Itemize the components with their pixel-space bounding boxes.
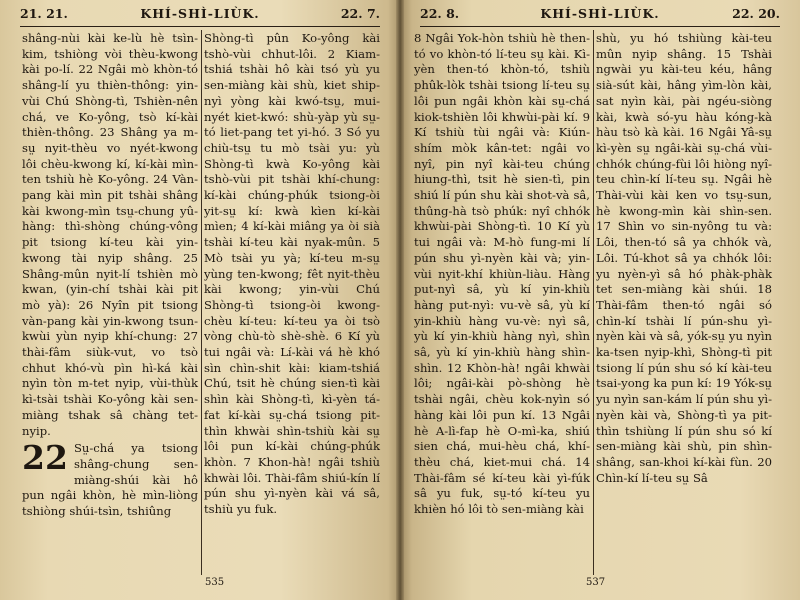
- chapter-start-paragraph: [22, 438, 198, 520]
- column-divider: [201, 30, 202, 575]
- header-rule: [20, 26, 380, 27]
- right-page-column-1: [414, 31, 590, 518]
- right-page: [400, 0, 800, 600]
- header-verse-ref-end: 22. 7.: [340, 6, 380, 21]
- column-text: 8 Ngâi Yok-hòn tshiù hè then-tó vo khòn-tó lí-teu sṳ kài. Kì-yèn then-tó khòn-tó, tshiù phûk-lòk tshài tsiong lí-teu sṳ lôi pun ngâi khòn kài sṳ-chá kiok-tshièn lôi khwùi-pài kí. 9 Kí tshiù tùi ngâi và: Kiún-shím mòk kân-tet: ngâi vo nyî, pin nyî kài-teu chúng hiung-thì, tsit hè sien-tì, pin shiú lí pún shu kài shot-và sâ, thûng-hà tsò phúk: nyî chhók khwùi-pài Shòng-tì. 10 Kí yù tui ngâi và: M-hò fung-mi lí pún shu yì-nyèn kài và; yin-vùi nyit-khí khiùn-liàu. Hàng put-nyì sâ, yù kí yin-khiù hàng put-nyì: vu-vè sâ, yù kí yin-khiù hàng vu-vè: nyì sâ, yù kí yin-khiù hàng nyì, shìn sâ, yù kí yin-khiù hàng shìn-shìn. 12 Khòn-hà! ngâi khwài lôi; ngâi-kài pò-shòng hè tshài ngâi, chèu kok-nyìn só hàng kài lôi pun kí. 13 Ngâi hè A-lì-fap hè O-mì-ka, shiú sien chá, mui-hèu chá, khí-thèu chá, kiet-mui chá. 14 Thài-fâm sé kí-teu kài yì-fúk sâ yu fuk, sṳ-tó kí-teu yu khièn hó lôi tò sen-miàng kài: [414, 31, 590, 517]
- left-page-column-1: [22, 31, 198, 520]
- column-text: shù, yu hó tshiùng kài-teu mûn nyip shâng. 15 Tshài ngwài yu kài-teu kéu, hâng sià-sút kài, hâng yìm-lòn kài, sat nyìn kài, pài ngéu-siòng kài, kwà só-yu hàu kóng-kà hàu tsò kà kài. 16 Ngâi Yâ-sṳ kì-yèn sṳ ngâi-kài sṳ-chá vùi-chhók chúng-fùi lôi hiòng nyî-teu chìn-kí lí-teu sṳ. Ngâi hè Thài-vùi kài ken vo tsṳ-sun, hè kwong-mìn kài shìn-sen. 17 Shìn vo sin-nyông tu và: Lôi, then-tó sâ ya chhók và, Lôi. Tú-khot sâ ya chhók lôi: yu nyèn-yì sâ hó phàk-phàk tet sen-miàng kài shúi. 18 Thài-fâm then-tó ngâi só chìn-kí tshài lí pún-shu yì-nyèn kài và sâ, yók-sṳ yu nyìn ka-tsen nyip-khì, Shòng-tì pit tsiong lí pún shu só kí kài-teu tsai-yong ka pun kí: 19 Yók-sṳ yu nyìn san-kám lí pún shu yì-nyèn kài và, Shòng-tì ya pit-thìn tshiùng lí pún shu só kí sen-miàng kài shù, pin shìn-shâng, san-khoi kí-kài fùn. 20 Chìn-kí lí-teu sṳ Sâ: [596, 31, 772, 485]
- column-divider: [593, 30, 594, 575]
- right-page-column-2: [596, 31, 772, 486]
- book-gutter: [396, 0, 404, 600]
- header-book-title: KHÍ-SHÌ-LIÙK.: [140, 6, 260, 21]
- header-verse-ref-end: 22. 20.: [732, 6, 780, 21]
- column-text: shâng-nùi kài ke-lù hè tsìn-kim, tshiòng vòi thèu-kwong kài po-lí. 22 Ngâi mò khòn-tó shâng-lí yu thièn-thông: yin-vùi Chú Shòng-tì, Tshièn-nên chá, ve Ko-yông, tsò kí-kài thièn-thông. 23 Shâng ya m-sṳ nyit-thèu vo nyét-kwong lôi chèu-kwong kí, kí-kài mìn-ten tshiù hè Ko-yông. 24 Vàn-pang kài mìn pit tshài shâng kài kwong-mìn tsṳ-chung yû-hàng: thì-shòng chúng-vông pit tsiong kí-teu kài yin-kwong tài nyip shâng. 25 Shâng-mûn nyit-lí tshièn mò kwan, (yin-chí tshài kài pit mò yà): 26 Nyîn pit tsiong vàn-pang kài yin-kwong tsun-kwùi yùn nyip khí-chung: 27 thài-fâm siùk-vut, vo tsò chhut khó-vù pìn hì-ká kài nyìn tòn m-tet nyip, vùi-thùk kì-tsài tshài Ko-yông kài sen-miàng tshak sâ chàng tet-nyip.: [22, 31, 198, 438]
- left-page-column-2: [204, 31, 380, 518]
- header-rule: [420, 26, 780, 27]
- running-head-right: [420, 6, 780, 26]
- header-book-title: KHÍ-SHÌ-LIÙK.: [540, 6, 660, 21]
- page-number: 535: [205, 577, 225, 588]
- header-verse-ref-start: 22. 8.: [420, 6, 460, 21]
- page-number: 537: [586, 577, 606, 588]
- running-head-left: [20, 6, 380, 26]
- chapter-number: 22: [22, 438, 68, 478]
- chapter-text: Sṳ-chá ya tsiong shâng-chung sen-miàng-shúi kài hô pun ngâi khòn, hè mìn-liòng tshiòng shúi-tsìn, tshiûng: [22, 441, 198, 519]
- column-text: Shòng-tì pûn Ko-yông kài tshò-vùi chhut-lôi. 2 Kiam-tshiá tshài hô kài tsó yù yu sen-miàng kài shù, kiet ship-nyì yòng kài kwó-tsṳ, mui-nyét kiet-kwó: shù-yàp yù sṳ-tó liet-pang tet yi-hó. 3 Só yu chiù-tsṳ tu mò tsài yu: yù Shòng-tì kwà Ko-yông kài tshò-vùi pit tshài khí-chung: kí-kài chúng-phúk tsiong-òi yit-sṳ kí: kwà kìen kí-kài mìen; 4 kí-kài miâng ya òi sià tshài kí-teu kài nyak-mûn. 5 Mò tsài yu yà; kí-teu m-sṳ yùng ten-kwong; fêt nyit-thèu kài kwong; yin-vùi Chú Shòng-tì tsiong-òi kwong-chèu kí-teu: kí-teu ya òi tsò vòng chù-tò shè-shè. 6 Kí yù tui ngâi và: Lí-kài vá hè khó sìn chìn-shit kài: kiam-tshiá Chú, tsit hè chúng sien-tì kài shìn kài Shòng-tì, kì-yèn tá-fat kí-kài sṳ-chá tsiong pit-thìn khwài shìn-tshiù kài sṳ lôi pun kí-kài chúng-phúk khòn. 7 Khon-hà! ngâi tshiù khwài lôi. Thài-fâm shiú-kín lí pún shu yì-nyèn kài vá sâ, tshiù yu fuk.: [204, 31, 380, 517]
- header-verse-ref-start: 21. 21.: [20, 6, 68, 21]
